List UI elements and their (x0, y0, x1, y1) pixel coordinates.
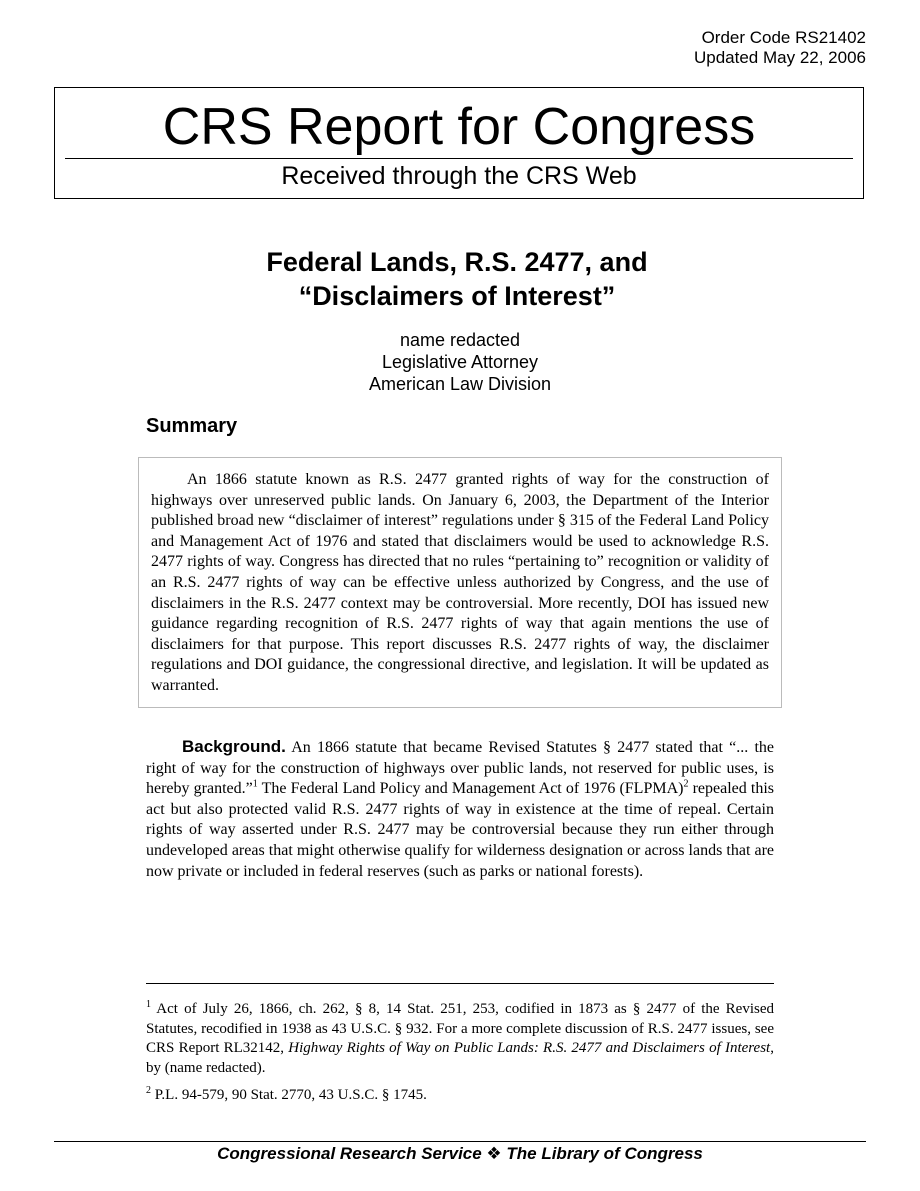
banner-subtitle: Received through the CRS Web (281, 162, 637, 190)
footnote-marker: 2 (146, 1085, 151, 1096)
footnote-ref-2[interactable]: 2 (683, 778, 689, 790)
footnote-2 (146, 1086, 774, 1106)
author-name: name redacted (399, 330, 521, 350)
background-text-b: The Federal Land Policy and Management Act of 1976 (FLPMA) (257, 780, 684, 798)
footnote-ref-1[interactable]: 1 (252, 778, 258, 790)
background-paragraph (146, 737, 774, 882)
summary-text: An 1866 statute known as R.S. 2477 granted rights of way for the construction of highways over unreserved public lands. On January 6, 2003, the Department of the Interior published broad new “disclaimer of interest” regulations under § 315 of the Federal Land Policy and Management Act of 1976 and stated that disclaimers would be used to acknowledge R.S. 2477 rights of way. Congress has directed that no rules “pertaining to” recognition or validity of an R.S. 2477 rights of way can be effective unless authorized by Congress, and the use of disclaimers in the R.S. 2477 context may be controversial. More recently, DOI has issued new guidance regarding recognition of R.S. 2477 rights of way that again mentions the use of disclaimers for that purpose. This report discusses R.S. 2477 rights of way, the disclaimer regulations and DOI guidance, the congressional directive, and legislation. It will be updated as warranted. (151, 471, 769, 694)
summary-box (138, 457, 782, 708)
banner-title: CRS Report for Congress (162, 98, 756, 156)
report-title-line1: Federal Lands, R.S. 2477, and (266, 247, 648, 277)
crs-banner (54, 87, 864, 199)
report-title-line2: “Disclaimers of Interest” (298, 281, 616, 311)
background-heading: Background. (182, 737, 286, 756)
banner-divider (65, 158, 853, 159)
summary-heading: Summary (146, 415, 238, 437)
footnote-marker: 1 (146, 999, 151, 1010)
footnote-text: P.L. 94-579, 90 Stat. 2770, 43 U.S.C. § 1745. (151, 1087, 427, 1103)
background-text-c: repealed this act but also protected valid R.S. 2477 rights of way in existence at the time of repeal. Certain rights of way asserted under R.S. 2477 may be controversial because they run either through undeveloped areas that might otherwise qualify for wilderness designation or across lands that are now private or included in federal reserves (such as parks or national forests). (146, 780, 775, 880)
footnote-text: Act of July 26, 1866, ch. 262, § 8, 14 Stat. 251, 253, codified in 1873 as § 2477 of the Revised Statutes, recodified in 1938 as 43 U.S.C. § 932. For a more complete discussion of R.S. 2477 issues, see CRS Report RL32142, (146, 1001, 774, 1056)
author-role: Legislative Attorney (381, 352, 539, 372)
footnote-1 (146, 1000, 774, 1078)
page-footer: Congressional Research Service ❖ The Library of Congress (217, 1144, 703, 1163)
author-block (0, 329, 920, 395)
background-text-a: An 1866 statute that became Revised Statutes § 2477 stated that “... the right of way for the construction of highways over public lands, not reserved for public uses, is hereby granted.” (146, 739, 774, 798)
order-code: Order Code RS21402 (701, 28, 866, 47)
report-title (0, 245, 920, 313)
footnotes (146, 1000, 774, 1114)
footnote-text-end: , by (name redacted). (146, 1040, 774, 1076)
footnote-divider (146, 983, 774, 984)
author-division: American Law Division (368, 374, 552, 394)
footnote-report-title: Highway Rights of Way on Public Lands: R.S. 2477 and Disclaimers of Interest (288, 1040, 771, 1056)
order-code-block (694, 28, 866, 68)
updated-date: Updated May 22, 2006 (693, 48, 866, 67)
footer-divider (54, 1141, 866, 1142)
